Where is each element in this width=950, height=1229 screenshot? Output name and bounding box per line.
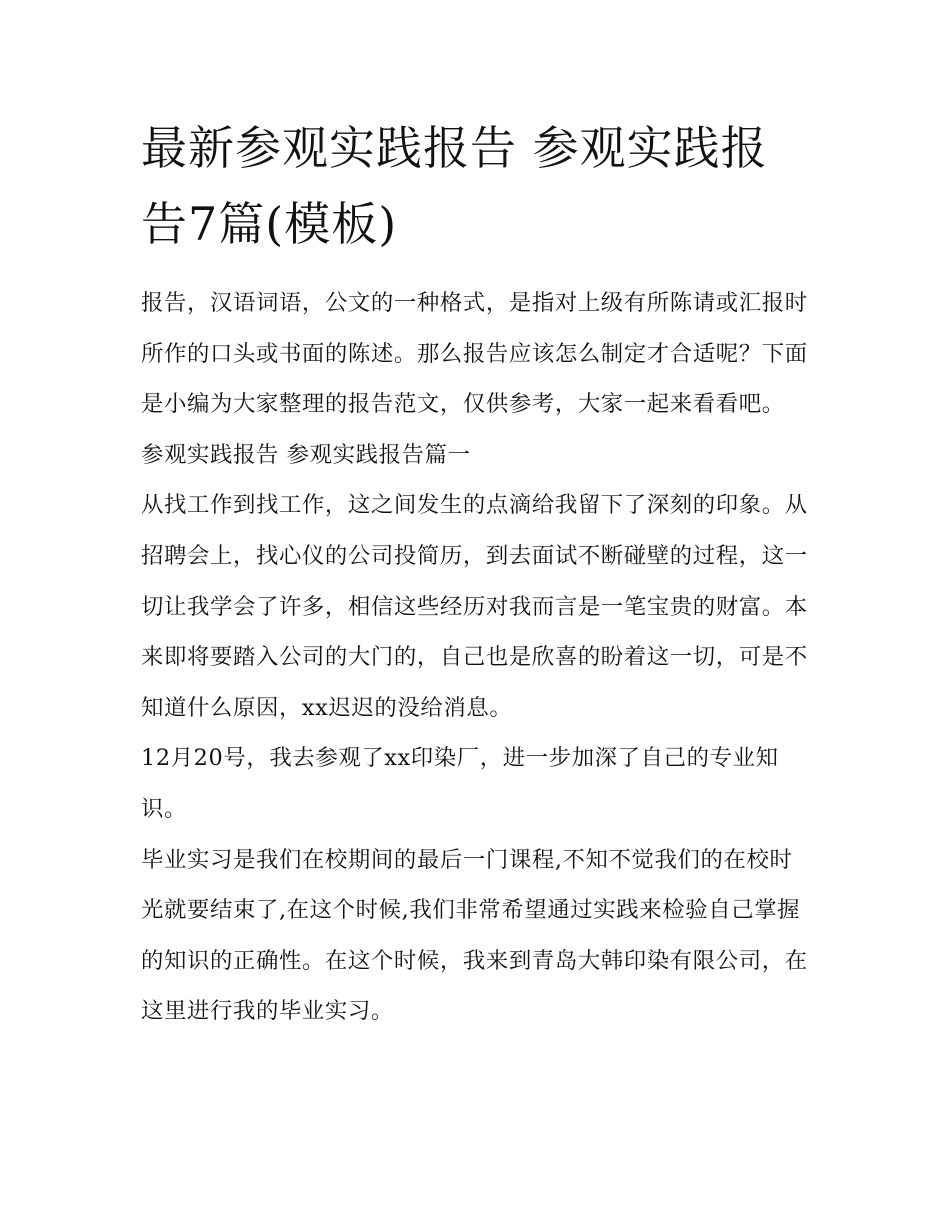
document-body: [141, 110, 813, 1037]
intro-paragraph: 报告，汉语词语，公文的一种格式，是指对上级有所陈请或汇报时所作的口头或书面的陈述。那么报告应该怎么制定才合适呢？下面是小编为大家整理的报告范文，仅供参考，大家一起来看看吧。: [141, 290, 808, 418]
document-title: 最新参观实践报告 参观实践报告7篇(模板): [141, 121, 768, 251]
body-paragraph: 从找工作到找工作，这之间发生的点滴给我留下了深刻的印象。从招聘会上，找心仪的公司投简历，到去面试不断碰壁的过程，这一切让我学会了许多，相信这些经历对我而言是一笔宝贵的财富。本来即将要踏入公司的大门的，自己也是欣喜的盼着这一切，可是不知道什么原因，xx迟迟的没给消息。: [141, 492, 808, 721]
body-paragraph: 12月20号，我去参观了xx印染厂，进一步加深了自己的专业知识。: [141, 745, 779, 822]
section-heading: 参观实践报告 参观实践报告篇一: [141, 441, 471, 468]
body-paragraph: 毕业实习是我们在校期间的最后一门课程,不知不觉我们的在校时光就要结束了,在这个时候,我们非常希望通过实践来检验自己掌握的知识的正确性。在这个时候，我来到青岛大韩印染有限公司，在这里进行我的毕业实习。: [141, 846, 808, 1025]
